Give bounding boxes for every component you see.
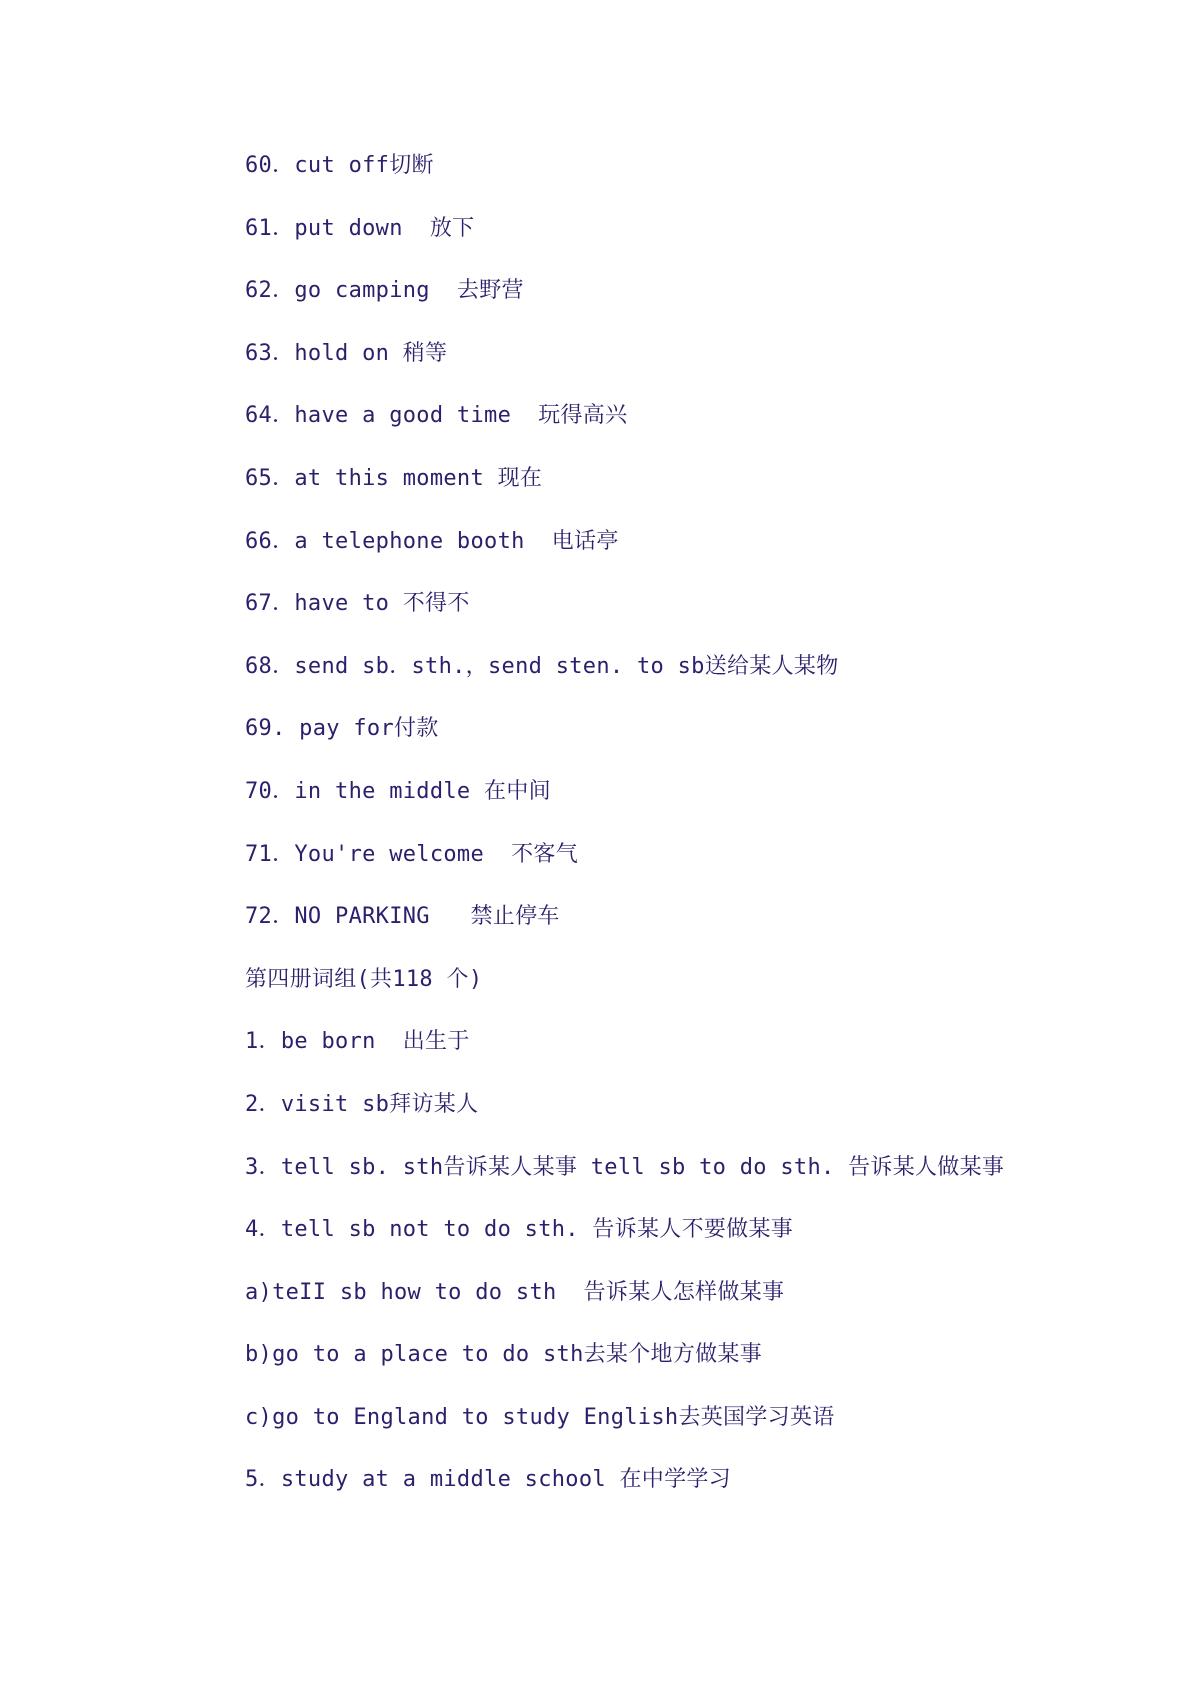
section-heading: 第四册词组(共118 个) xyxy=(245,966,483,992)
phrase-line: 3．tell sb. sth告诉某人某事 tell sb to do sth. 告诉某人做某事 xyxy=(245,1154,1005,1180)
phrase-line: 64．have a good time 玩得高兴 xyxy=(245,403,628,429)
phrase-line: 62．go camping 去野营 xyxy=(245,278,524,304)
phrase-line: 61．put down 放下 xyxy=(245,215,475,241)
phrase-line: 60．cut off切断 xyxy=(245,153,434,178)
phrase-line: 65．at this moment 现在 xyxy=(245,465,543,491)
phrase-line: 1．be born 出生于 xyxy=(245,1029,470,1055)
phrase-line: 70．in the middle 在中间 xyxy=(245,778,551,804)
phrase-line: 2．visit sb拜访某人 xyxy=(245,1091,479,1117)
phrase-list xyxy=(245,148,1125,1525)
phrase-line: 69. pay for付款 xyxy=(245,716,439,742)
phrase-line: 72．NO PARKING 禁止停车 xyxy=(245,904,560,930)
phrase-line: 68．send sb．sth.，send sten. to sb送给某人某物 xyxy=(245,653,839,679)
phrase-line: 4．tell sb not to do sth. 告诉某人不要做某事 xyxy=(245,1217,794,1243)
phrase-line: 66．a telephone booth 电话亭 xyxy=(245,528,619,554)
phrase-line: 5．study at a middle school 在中学学习 xyxy=(245,1467,731,1493)
phrase-line: c)go to England to study English去英国学习英语 xyxy=(245,1404,835,1430)
phrase-line: b)go to a place to do sth去某个地方做某事 xyxy=(245,1342,763,1368)
phrase-line: a)teII sb how to do sth 告诉某人怎样做某事 xyxy=(245,1279,785,1305)
phrase-line: 63．hold on 稍等 xyxy=(245,340,448,366)
phrase-line: 67．have to 不得不 xyxy=(245,591,470,617)
phrase-line: 71．You're welcome 不客气 xyxy=(245,841,579,867)
